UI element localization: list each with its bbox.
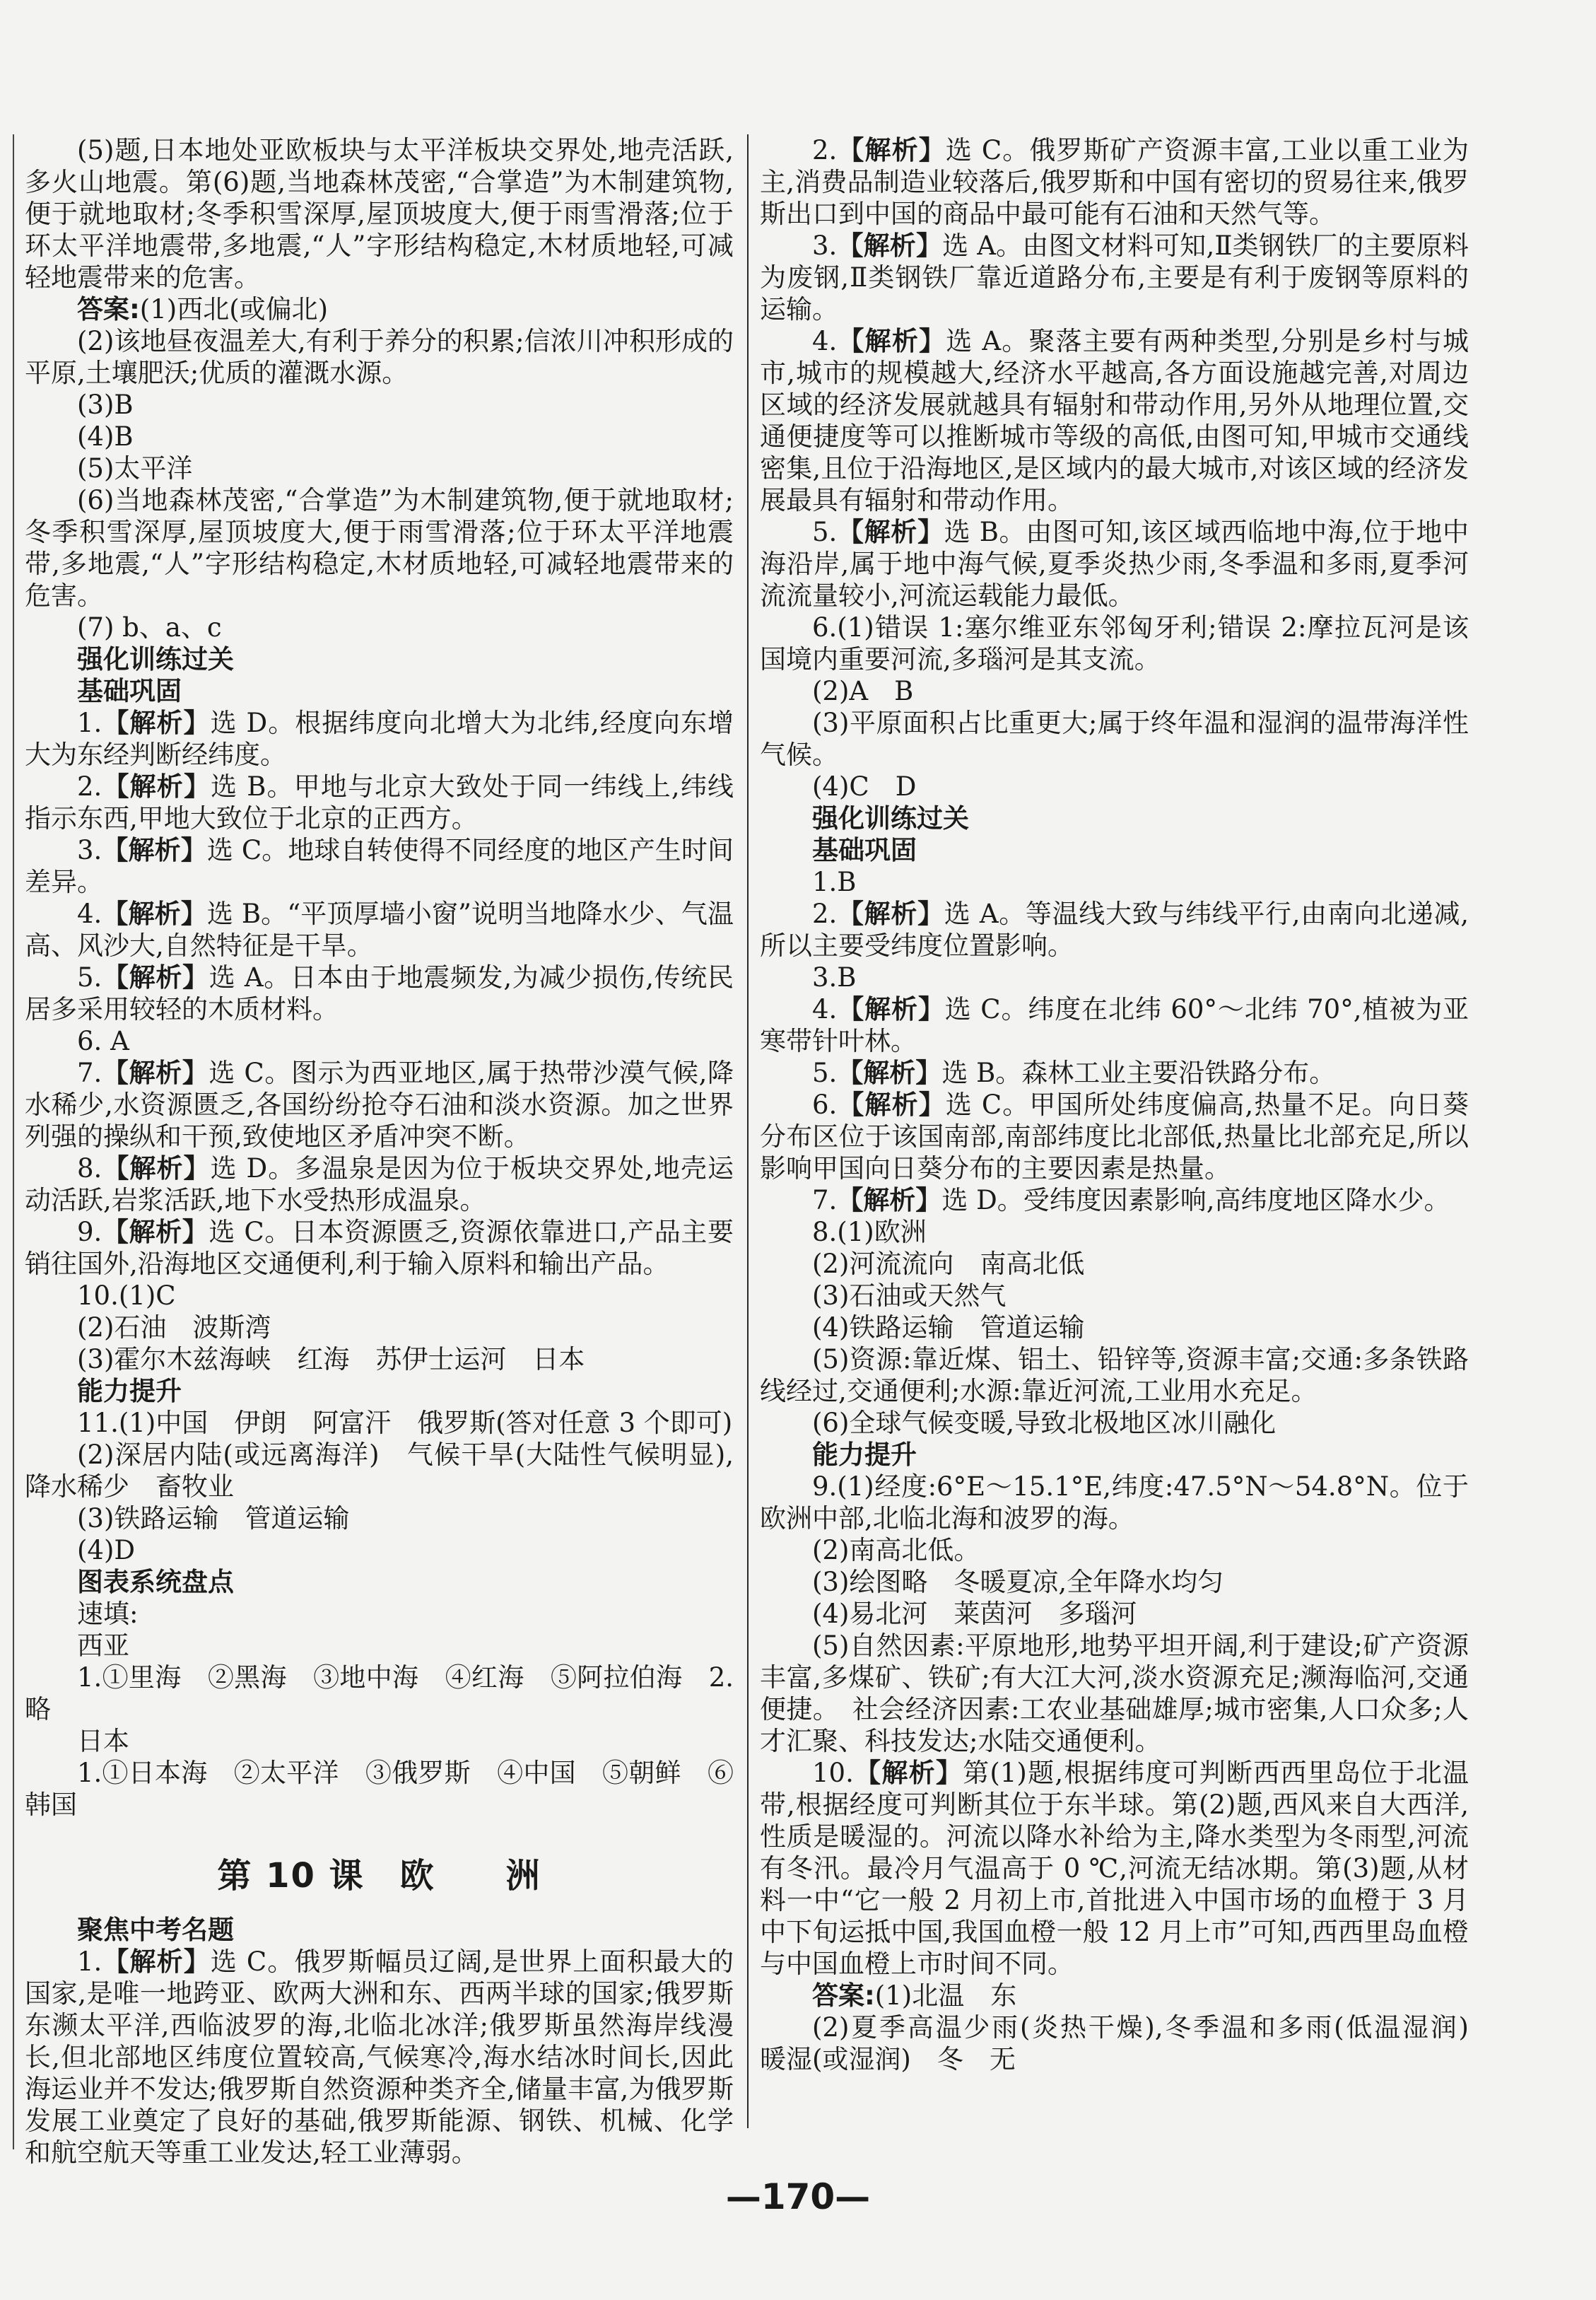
answer-text: 日本 [77, 1726, 129, 1756]
answer-line [760, 1980, 1469, 2012]
section-heading: 基础巩固 [812, 835, 917, 865]
answer-text: (5)资源:靠近煤、铝土、铅锌等,资源丰富;交通:多条铁路线经过,交通便利;水源:靠近河流,工业用水充足。 [760, 1344, 1469, 1406]
analysis-text: 第(1)题,根据纬度可判断西西里岛位于北温带,根据经度可判断其位于东半球。第(2)题,西风来自大西洋,性质是暖湿的。河流以降水补给为主,降水类型为冬雨型,河流有冬汛。最冷月气温高于 0 ℃,河流无结冰期。第(3)题,从材料一中“它一般 2 月初上市,首批进入中国市场的血橙于 3 月中下旬运抵中国,我国血橙一般 12 月上市”可知,西西里岛血橙与中国血橙上市时间不同。 [760, 1758, 1469, 1979]
answer-line [25, 293, 734, 325]
analysis-text: 选 C。纬度在北纬 60°～北纬 70°,植被为亚寒带针叶林。 [760, 994, 1469, 1056]
item-number: 2. [77, 771, 102, 802]
analysis-item [25, 1152, 734, 1216]
answer-text: 10.(1)C [77, 1280, 176, 1311]
section-heading: 能力提升 [77, 1376, 182, 1406]
analysis-item [760, 1057, 1469, 1089]
analysis-item [760, 325, 1469, 516]
page-number: —170— [725, 2176, 871, 2217]
answer-text: 1.①里海 ②黑海 ③地中海 ④红海 ⑤阿拉伯海 2.略 [25, 1662, 734, 1724]
answer-text: (6)全球气候变暖,导致北极地区冰川融化 [812, 1408, 1277, 1438]
item-number: 7. [77, 1058, 102, 1088]
analysis-marker: 【解析】 [102, 899, 207, 929]
analysis-text: 选 C。俄罗斯幅员辽阔,是世界上面积最大的国家,是唯一地跨亚、欧两大洲和东、西两半球的国家;俄罗斯东濒太平洋,西临波罗的海,北临北冰洋;俄罗斯虽然海岸线漫长,但北部地区纬度位置较高,气候寒冷,海水结冰时间长,因此海运业并不发达;俄罗斯自然资源种类齐全,储量丰富,为俄罗斯发展工业奠定了良好的基础,俄罗斯能源、钢铁、机械、化学和航空航天等重工业发达,轻工业薄弱。 [25, 1946, 734, 2168]
analysis-marker: 【解析】 [102, 835, 207, 865]
analysis-item [25, 1057, 734, 1152]
section-heading: 强化训练过关 [77, 644, 234, 675]
answer-text: (4)D [77, 1535, 136, 1565]
analysis-item [760, 134, 1469, 230]
analysis-marker: 【解析】 [853, 1758, 963, 1788]
analysis-item [25, 834, 734, 898]
item-number: 4. [812, 994, 838, 1025]
analysis-text: 选 B。由图可知,该区域西临地中海,位于地中海沿岸,属于地中海气候,夏季炎热少雨,冬季温和多雨,夏季河流流量较小,河流运载能力最低。 [760, 517, 1469, 611]
section-heading: 能力提升 [812, 1440, 917, 1470]
analysis-item [760, 1757, 1469, 1980]
item-number: 6. [812, 1090, 838, 1120]
lesson-title: 第 10 课 欧 洲 [217, 1856, 541, 1896]
analysis-text: 选 D。受纬度因素影响,高纬度地区降水少。 [941, 1185, 1450, 1215]
analysis-marker: 【解析】 [837, 517, 944, 547]
answer-text: (1)西北(或偏北) [139, 294, 329, 325]
item-number: 2. [812, 135, 838, 165]
item-number: 1. [77, 1946, 102, 1977]
answer-label: 答案: [812, 1980, 875, 2011]
analysis-text: 选 D。根据纬度向北增大为北纬,经度向东增大为东经判断经纬度。 [25, 708, 734, 770]
answer-text: 3.B [812, 962, 857, 993]
section-heading: 强化训练过关 [812, 803, 969, 834]
analysis-text: 选 A。由图文材料可知,Ⅱ类钢铁厂的主要原料为废钢,Ⅱ类钢铁厂靠近道路分布,主要是有利于废钢等原料的运输。 [760, 230, 1469, 325]
item-number: 7. [812, 1185, 838, 1215]
analysis-marker: 【解析】 [837, 1058, 942, 1088]
analysis-text: 选 A。等温线大致与纬线平行,由南向北递减,所以主要受纬度位置影响。 [760, 899, 1469, 961]
answer-text: (5)自然因素:平原地形,地势平坦开阔,利于建设;矿产资源丰富,多煤矿、铁矿;有大江大河,淡水资源充足;濒海临河,交通便捷。 社会经济因素:工农业基础雄厚;城市密集,人口众多;人才汇聚、科技发达;水陆交通便利。 [760, 1630, 1469, 1756]
answer-text: (2)A B [812, 676, 914, 706]
answer-text: 11.(1)中国 伊朗 阿富汗 俄罗斯(答对任意 3 个即可) [77, 1408, 733, 1438]
analysis-marker: 【解析】 [837, 994, 945, 1025]
analysis-item [25, 707, 734, 771]
analysis-text: 选 B。“平顶厚墙小窗”说明当地降水少、气温高、风沙大,自然特征是干旱。 [25, 899, 734, 961]
analysis-item [760, 1089, 1469, 1184]
analysis-text: 选 C。图示为西亚地区,属于热带沙漠气候,降水稀少,水资源匮乏,各国纷纷抢夺石油和淡水资源。加之世界列强的操纵和干预,致使地区矛盾冲突不断。 [25, 1058, 734, 1152]
answer-label: 答案: [77, 294, 140, 325]
analysis-text: 选 B。森林工业主要沿铁路分布。 [941, 1058, 1336, 1088]
answer-text: (2)河流流向 南高北低 [812, 1249, 1085, 1279]
analysis-text: 选 C。地球自转使得不同经度的地区产生时间差异。 [25, 835, 734, 897]
right-column [760, 134, 1495, 2075]
answer-text: (2)深居内陆(或远离海洋) 气候干旱(大陆性气候明显),降水稀少 畜牧业 [25, 1440, 734, 1502]
analysis-text: 选 C。俄罗斯矿产资源丰富,工业以重工业为主,消费品制造业较落后,俄罗斯和中国有密切的贸易往来,俄罗斯出口到中国的商品中最可能有石油和天然气等。 [760, 135, 1469, 229]
item-number: 5. [812, 517, 838, 547]
answer-text: 速填: [77, 1599, 139, 1629]
analysis-item [760, 898, 1469, 962]
item-number: 4. [77, 899, 102, 929]
answer-text: 6. A [77, 1026, 129, 1056]
answer-text: (4)B [77, 421, 134, 452]
column-divider [747, 134, 749, 2128]
analysis-marker: 【解析】 [102, 1946, 211, 1977]
analysis-item [25, 771, 734, 834]
section-heading: 聚焦中考名题 [77, 1915, 234, 1945]
left-margin-rule [13, 134, 14, 2149]
item-number: 3. [77, 835, 102, 865]
section-heading: 图表系统盘点 [77, 1567, 234, 1597]
item-number: 5. [77, 962, 102, 993]
analysis-marker: 【解析】 [102, 962, 209, 993]
answer-text: (3)石油或天然气 [812, 1280, 1007, 1311]
answer-text: (3)绘图略 冬暖夏凉,全年降水均匀 [812, 1567, 1224, 1597]
answer-text: (2)石油 波斯湾 [77, 1312, 271, 1343]
answer-text: (3)B [77, 390, 134, 420]
answer-text: 1.B [812, 867, 857, 897]
analysis-item [760, 516, 1469, 612]
item-number: 2. [812, 899, 838, 929]
item-number: 4. [812, 326, 838, 356]
analysis-marker: 【解析】 [837, 326, 946, 356]
analysis-text: 选 A。日本由于地震频发,为减少损伤,传统民居多采用较轻的木质材料。 [25, 962, 734, 1025]
item-number: 10. [812, 1758, 854, 1788]
item-number: 5. [812, 1058, 838, 1088]
analysis-text: 选 B。甲地与北京大致处于同一纬线上,纬线指示东西,甲地大致位于北京的正西方。 [25, 771, 734, 834]
analysis-marker: 【解析】 [837, 230, 943, 261]
analysis-marker: 【解析】 [102, 1217, 209, 1247]
analysis-marker: 【解析】 [837, 899, 944, 929]
analysis-marker: 【解析】 [102, 708, 211, 738]
analysis-marker: 【解析】 [837, 135, 946, 165]
answer-text: (3)平原面积占比重更大;属于终年温和湿润的温带海洋性气候。 [760, 708, 1469, 770]
answer-text: 8.(1)欧洲 [812, 1217, 927, 1247]
analysis-item [25, 898, 734, 962]
answer-text: (3)铁路运输 管道运输 [77, 1503, 350, 1534]
analysis-marker: 【解析】 [837, 1185, 942, 1215]
answer-text: (5)题,日本地处亚欧板块与太平洋板块交界处,地壳活跃,多火山地震。第(6)题,当地森林茂密,“合掌造”为木制建筑物,便于就地取材;冬季积雪深厚,屋顶坡度大,便于雨雪滑落;位于环太平洋地震带,多地震,“人”字形结构稳定,木材质地轻,可减轻地震带来的危害。 [25, 135, 734, 293]
item-number: 8. [77, 1153, 102, 1184]
analysis-marker: 【解析】 [837, 1090, 946, 1120]
analysis-marker: 【解析】 [102, 771, 211, 802]
analysis-item [25, 1946, 734, 2168]
analysis-text: 选 A。聚落主要有两种类型,分别是乡村与城市,城市的规模越大,经济水平越高,各方面设施越完善,对周边区域的经济发展就越具有辐射和带动作用,另外从地理位置,交通便捷度等可以推断城市等级的高低,由图可知,甲城市交通线密集,且位于沿海地区,是区域内的最大城市,对该区域的经济发展最具有辐射和带动作用。 [760, 326, 1469, 515]
answer-text: (1)北温 东 [874, 1980, 1017, 2011]
answer-text: (5)太平洋 [77, 453, 193, 484]
answer-text: 6.(1)错误 1:塞尔维亚东邻匈牙利;错误 2:摩拉瓦河是该国境内重要河流,多瑙河是其支流。 [760, 612, 1469, 675]
answer-text: 1.①日本海 ②太平洋 ③俄罗斯 ④中国 ⑤朝鲜 ⑥韩国 [25, 1758, 734, 1820]
analysis-text: 选 C。甲国所处纬度偏高,热量不足。向日葵分布区位于该国南部,南部纬度比北部低,热量比北部充足,所以影响甲国向日葵分布的主要因素是热量。 [760, 1090, 1469, 1184]
answer-text: (2)夏季高温少雨(炎热干燥),冬季温和多雨(低温湿润) 暖湿(或湿润) 冬 无 [760, 2012, 1495, 2074]
answer-text: (4)C D [812, 771, 917, 802]
analysis-item [25, 1216, 734, 1280]
answer-text: (3)霍尔木兹海峡 红海 苏伊士运河 日本 [77, 1344, 585, 1374]
section-heading: 基础巩固 [77, 676, 182, 706]
analysis-text: 选 D。多温泉是因为位于板块交界处,地壳运动活跃,岩浆活跃,地下水受热形成温泉。 [25, 1153, 734, 1215]
analysis-item [760, 1184, 1469, 1216]
item-number: 9. [77, 1217, 102, 1247]
analysis-item [25, 962, 734, 1025]
analysis-text: 选 C。日本资源匮乏,资源依靠进口,产品主要销往国外,沿海地区交通便利,利于输入原料和输出产品。 [25, 1217, 734, 1279]
answer-text: (4)易北河 莱茵河 多瑙河 [812, 1599, 1137, 1629]
answer-text: (6)当地森林茂密,“合掌造”为木制建筑物,便于就地取材;冬季积雪深厚,屋顶坡度大,便于雨雪滑落;位于环太平洋地震带,多地震,“人”字形结构稳定,木材质地轻,可减轻地震带来的危害。 [25, 485, 734, 611]
item-number: 3. [812, 230, 838, 261]
answer-text: 9.(1)经度:6°E～15.1°E,纬度:47.5°N～54.8°N。位于欧洲中部,北临北海和波罗的海。 [760, 1471, 1469, 1534]
answer-text: (2)南高北低。 [812, 1535, 980, 1565]
analysis-item [760, 230, 1469, 325]
left-column [25, 134, 734, 2168]
answer-text: 西亚 [77, 1630, 129, 1661]
answer-text: (2)该地昼夜温差大,有利于养分的积累;信浓川冲积形成的平原,土壤肥沃;优质的灌溉水源。 [25, 326, 734, 388]
analysis-marker: 【解析】 [102, 1153, 211, 1184]
answer-text: (7) b、a、c [77, 612, 222, 643]
analysis-marker: 【解析】 [102, 1058, 209, 1088]
item-number: 1. [77, 708, 102, 738]
analysis-item [760, 993, 1469, 1057]
answer-text: (4)铁路运输 管道运输 [812, 1312, 1085, 1343]
